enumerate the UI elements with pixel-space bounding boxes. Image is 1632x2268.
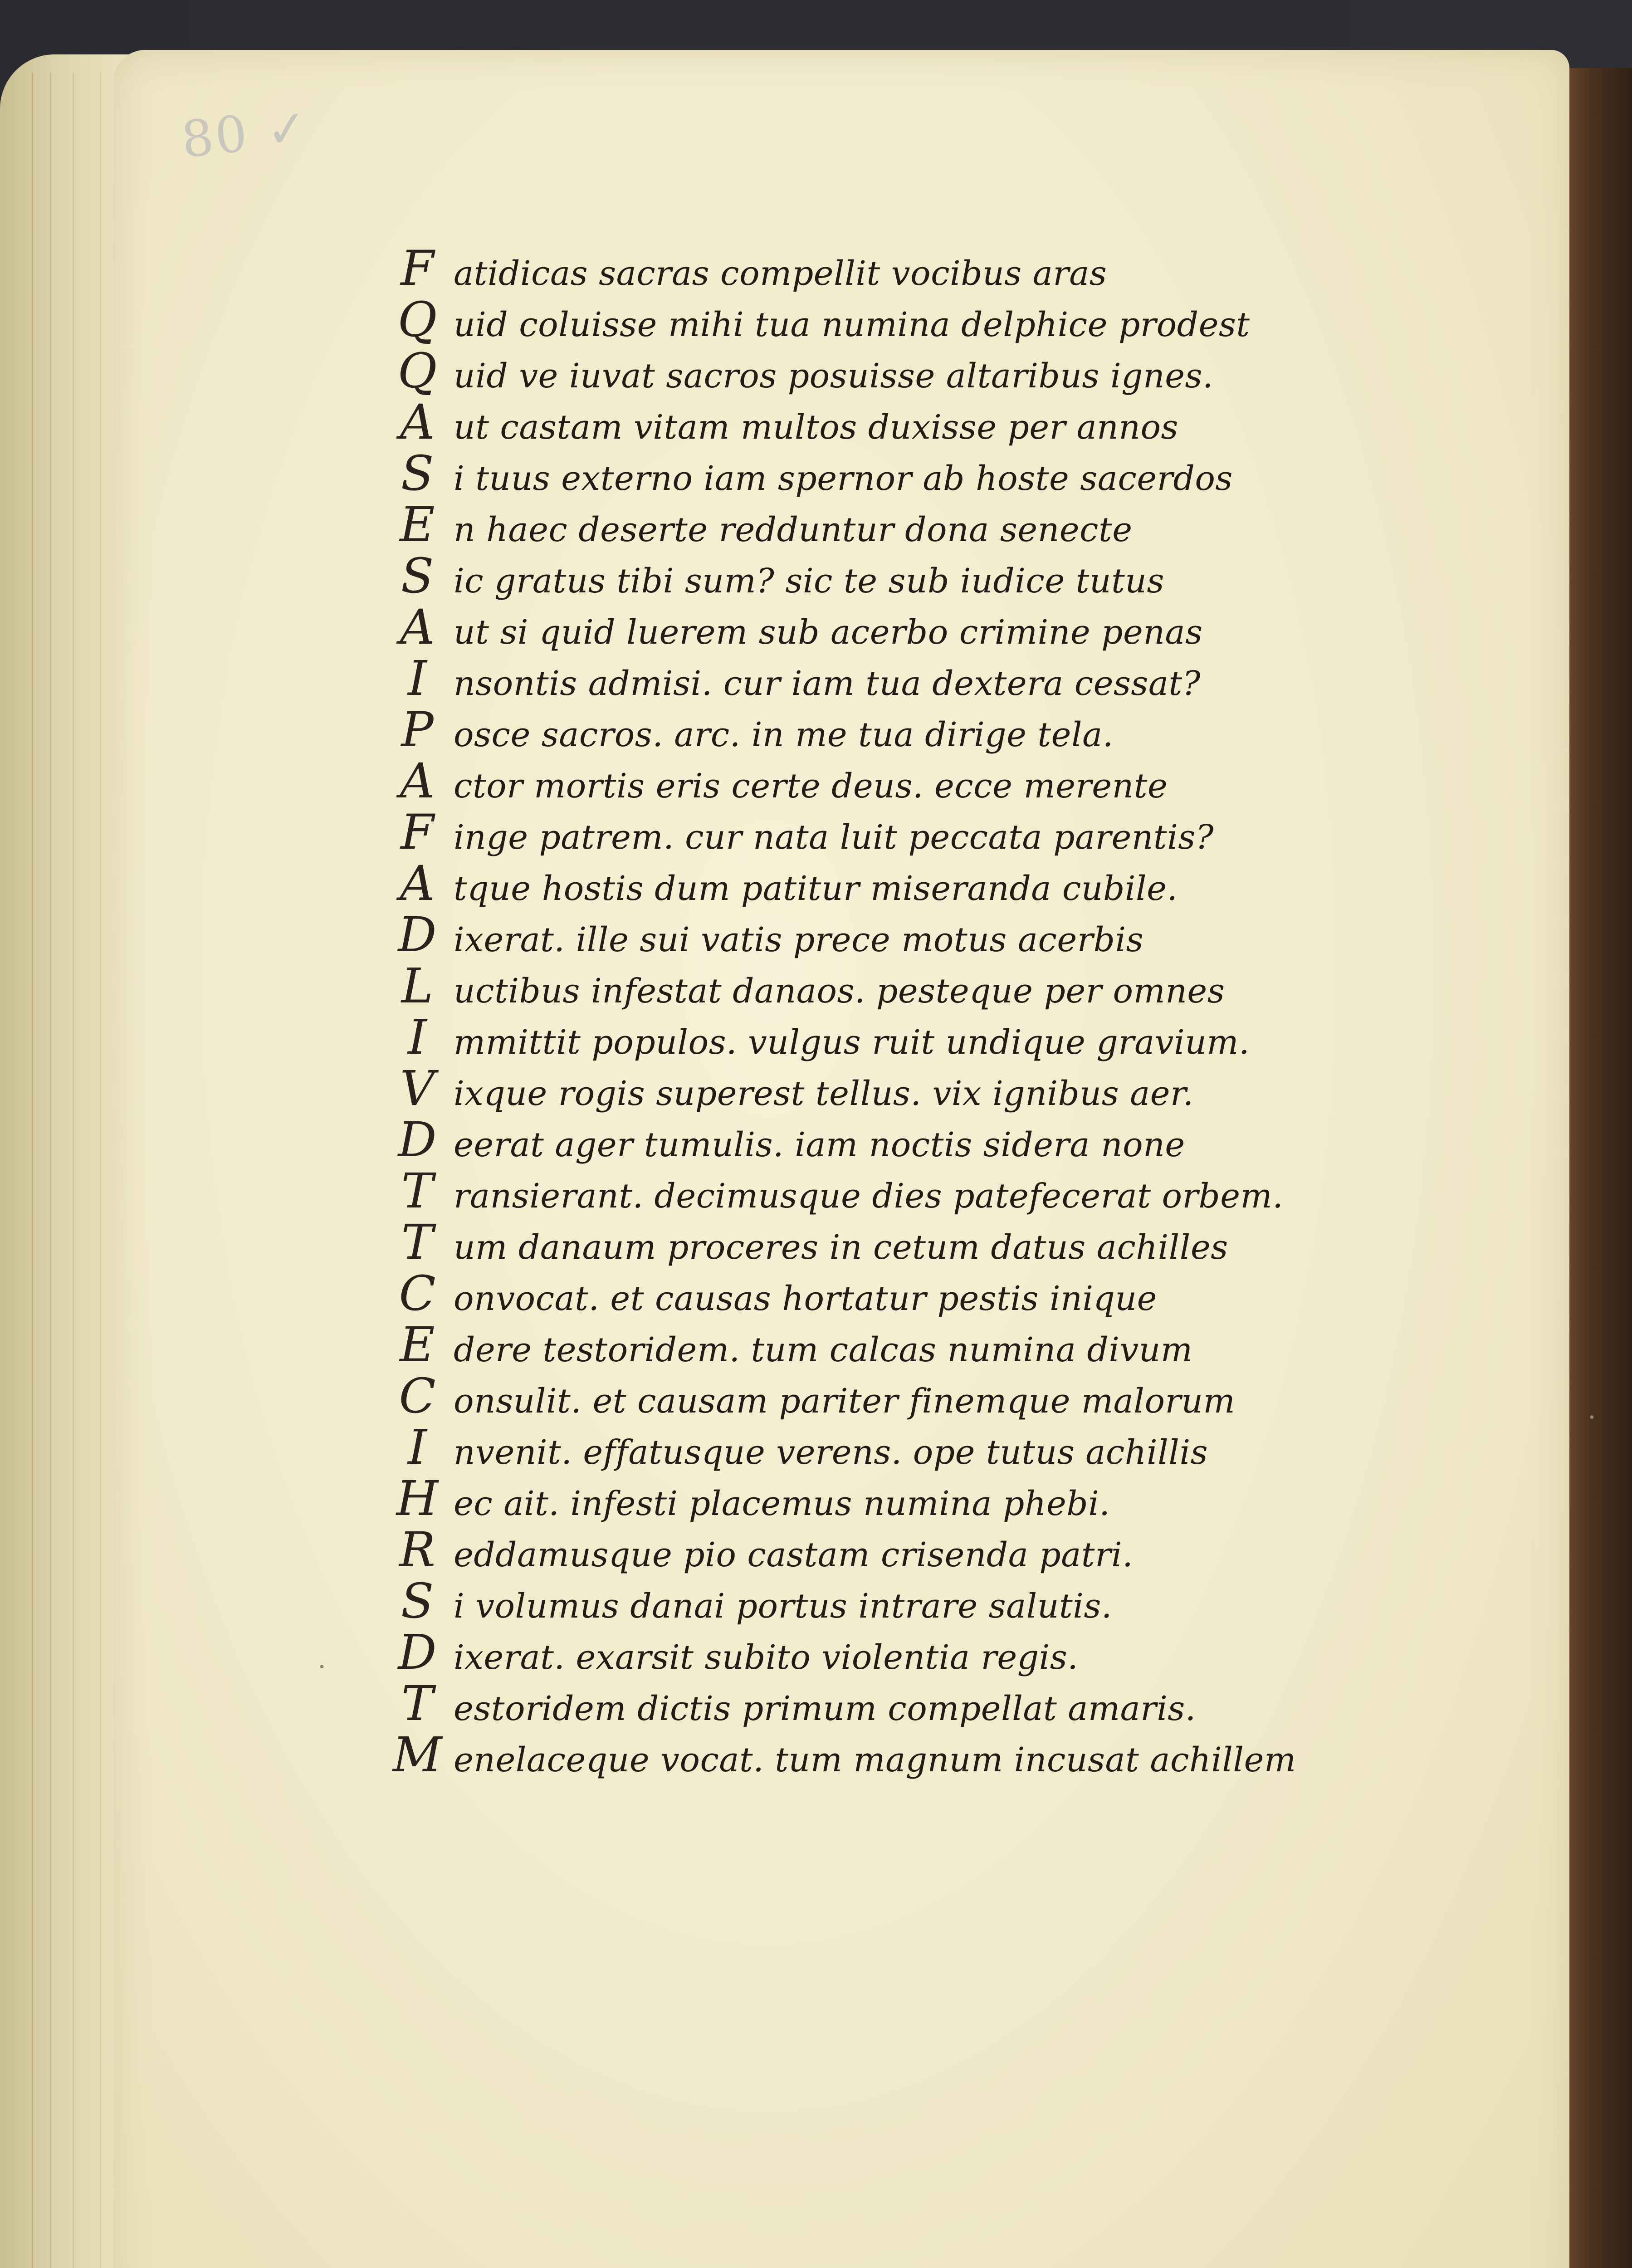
verse-initial: S	[401, 548, 434, 604]
verse-text: inge patrem. cur nata luit peccata parentis?	[454, 818, 1214, 857]
verse-line	[395, 1317, 1406, 1373]
verse-text: nsontis admisi. cur iam tua dextera cessat?	[454, 664, 1201, 703]
verse-text: i volumus danai portus intrare salutis.	[454, 1587, 1112, 1626]
verse-line	[395, 753, 1406, 809]
verse-text: ut si quid luerem sub acerbo crimine penas	[454, 613, 1203, 652]
verse-text: onsulit. et causam pariter finemque malorum	[454, 1382, 1236, 1421]
verse-line	[395, 1522, 1406, 1578]
verse-text: atidicas sacras compellit vocibus aras	[454, 254, 1107, 293]
verse-line	[395, 240, 1406, 296]
verse-initial: L	[401, 958, 434, 1014]
verse-initial: Q	[397, 343, 437, 399]
verse-initial: A	[400, 394, 435, 450]
verse-initial: P	[401, 702, 434, 758]
verse-initial: A	[400, 599, 435, 655]
verse-text: osce sacros. arc. in me tua dirige tela.	[454, 715, 1114, 754]
verse-text: ransierant. decimusque dies patefecerat orbem.	[454, 1177, 1284, 1216]
verse-initial: I	[408, 650, 427, 706]
verse-text: eddamusque pio castam crisenda patri.	[454, 1535, 1134, 1574]
verse-initial: I	[408, 1009, 427, 1065]
verse-initial: C	[399, 1368, 436, 1424]
verse-line	[395, 1266, 1406, 1321]
verse-text: ctor mortis eris certe deus. ecce merente	[454, 767, 1168, 806]
verse-line	[395, 1676, 1406, 1731]
verse-text: n haec deserte redduntur dona senecte	[454, 510, 1133, 549]
verse-line	[395, 394, 1406, 450]
verse-line	[395, 343, 1406, 399]
verse-line	[395, 650, 1406, 706]
verse-initial: H	[396, 1471, 439, 1526]
verse-text: tque hostis dum patitur miseranda cubile.	[454, 869, 1178, 908]
verse-text: ic gratus tibi sum? sic te sub iudice tutus	[454, 562, 1164, 601]
margin-mark-left: ·	[318, 1651, 327, 1683]
verse-initial: R	[399, 1522, 435, 1578]
verse-initial: Q	[397, 292, 437, 347]
verse-text: ixque rogis superest tellus. vix ignibus aer.	[454, 1074, 1194, 1113]
verse-initial: E	[400, 497, 435, 552]
verse-text: onvocat. et causas hortatur pestis inique	[454, 1279, 1157, 1318]
verse-line	[395, 1214, 1406, 1270]
verse-line	[395, 497, 1406, 552]
verse-line	[395, 1471, 1406, 1526]
verse-initial: M	[392, 1727, 442, 1783]
verse-line	[395, 292, 1406, 347]
folio-number: 80 ✓	[179, 98, 313, 169]
verse-initial: S	[401, 445, 434, 501]
verse-line	[395, 1163, 1406, 1219]
verse-initial: F	[401, 804, 434, 860]
verse-line	[395, 599, 1406, 655]
verse-initial: D	[398, 1624, 437, 1680]
verse-initial: S	[401, 1573, 434, 1629]
verse-text: uid coluisse mihi tua numina delphice prodest	[454, 305, 1250, 344]
verse-text: uctibus infestat danaos. pesteque per omnes	[454, 972, 1225, 1011]
verse-line	[395, 445, 1406, 501]
verse-text: eerat ager tumulis. iam noctis sidera none	[454, 1125, 1185, 1164]
verse-text: i tuus externo iam spernor ab hoste sacerdos	[454, 459, 1233, 498]
verse-line	[395, 804, 1406, 860]
verse-initial: E	[400, 1317, 435, 1373]
verse-initial: D	[398, 907, 437, 963]
margin-mark-right: ·	[1588, 1402, 1597, 1433]
verse-line	[395, 907, 1406, 963]
verse-line	[392, 1727, 1406, 1783]
verse-line	[395, 548, 1406, 604]
verse-initial: T	[401, 1214, 434, 1270]
verse-initial: V	[400, 1061, 435, 1116]
verse-line	[395, 1061, 1406, 1116]
binding-spine	[1564, 68, 1632, 2268]
verse-line	[395, 1009, 1406, 1065]
verse-text: enelaceque vocat. tum magnum incusat achillem	[454, 1740, 1296, 1779]
verse-line	[395, 1112, 1406, 1168]
verse-text-block	[392, 240, 1406, 1783]
verse-initial: F	[401, 240, 434, 296]
verse-initial: T	[401, 1163, 434, 1219]
verse-line	[395, 855, 1406, 911]
verse-text: nvenit. effatusque verens. ope tutus achillis	[454, 1433, 1208, 1472]
verse-initial: A	[400, 753, 435, 809]
verse-text: mmittit populos. vulgus ruit undique gravium.	[454, 1023, 1250, 1062]
verse-initial: C	[399, 1266, 436, 1321]
verse-line	[395, 1419, 1406, 1475]
verse-text: um danaum proceres in cetum datus achilles	[454, 1228, 1228, 1267]
verse-text: estoridem dictis primum compellat amaris.	[454, 1689, 1196, 1728]
verse-initial: I	[408, 1419, 427, 1475]
verse-line	[395, 1573, 1406, 1629]
verse-text: uid ve iuvat sacros posuisse altaribus ignes.	[454, 357, 1213, 396]
verse-line	[395, 1368, 1406, 1424]
verse-line	[395, 958, 1406, 1014]
verse-initial: A	[400, 855, 435, 911]
verse-text: ec ait. infesti placemus numina phebi.	[454, 1484, 1110, 1523]
verse-line	[395, 702, 1406, 758]
verse-initial: D	[398, 1112, 437, 1168]
verse-text: ixerat. ille sui vatis prece motus acerbis	[454, 920, 1144, 959]
verse-initial: T	[401, 1676, 434, 1731]
verse-text: ut castam vitam multos duxisse per annos	[454, 408, 1179, 447]
verse-line	[395, 1624, 1406, 1680]
verse-text: dere testoridem. tum calcas numina divum	[454, 1330, 1193, 1369]
verse-text: ixerat. exarsit subito violentia regis.	[454, 1638, 1079, 1677]
